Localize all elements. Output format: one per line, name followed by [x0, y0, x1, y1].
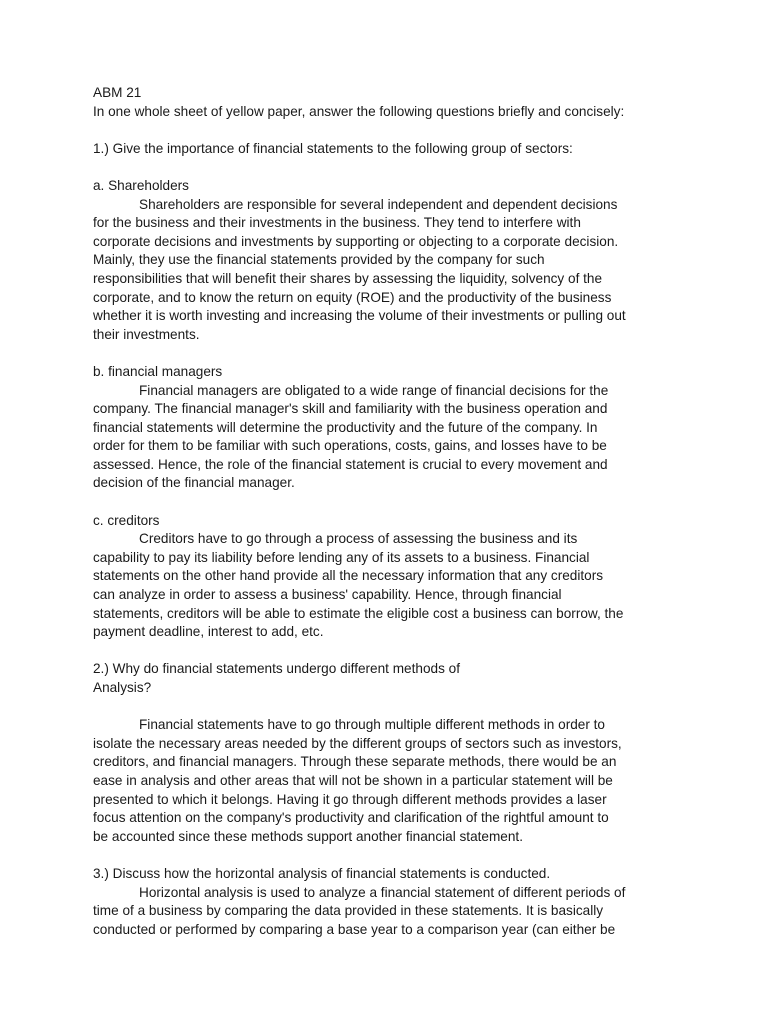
section-c-line: payment deadline, interest to add, etc.	[93, 624, 324, 640]
question-2: 2.) Why do financial statements undergo different methods of	[93, 661, 460, 677]
section-a-line: Mainly, they use the financial statements provided by the company for such	[93, 252, 545, 268]
spacer	[93, 158, 683, 177]
spacer	[93, 846, 683, 865]
section-b-line: company. The financial manager's skill and familiarity with the business operation and	[93, 401, 608, 417]
section-c-heading: c. creditors	[93, 512, 160, 528]
answer-2-line: focus attention on the company's productivity and clarification of the rightful amount to	[93, 810, 609, 826]
section-b-line: order for them to be familiar with such operations, costs, gains, and losses have to be	[93, 438, 607, 454]
section-a-line: whether it is worth investing and increasing the volume of their investments or pulling out	[93, 308, 626, 324]
spacer	[93, 642, 683, 661]
question-3: 3.) Discuss how the horizontal analysis of financial statements is conducted.	[93, 865, 551, 881]
answer-3-line: Horizontal analysis is used to analyze a financial statement of different periods of	[139, 884, 626, 900]
section-a-line: corporate decisions and investments by supporting or objecting to a corporate decision.	[93, 233, 619, 249]
section-a-line: corporate, and to know the return on equity (ROE) and the productivity of the business	[93, 289, 612, 305]
section-c-line: Creditors have to go through a process of assessing the business and its	[139, 531, 578, 547]
instructions: In one whole sheet of yellow paper, answer the following questions briefly and concisely:	[93, 103, 625, 119]
section-a-line: their investments.	[93, 326, 200, 342]
spacer	[93, 344, 683, 363]
section-b-line: financial statements will determine the productivity and the future of the company. In	[93, 419, 598, 435]
course-code: ABM 21	[93, 85, 142, 100]
answer-2-line: creditors, and financial managers. Through these separate methods, there would be an	[93, 754, 617, 770]
section-b-line: assessed. Hence, the role of the financial statement is crucial to every movement and	[93, 456, 608, 472]
answer-2-line: Financial statements have to go through multiple different methods in order to	[139, 717, 605, 733]
section-a-line: for the business and their investments in the business. They tend to interfere with	[93, 215, 581, 231]
section-b-line: decision of the financial manager.	[93, 475, 295, 491]
document-page	[93, 84, 683, 939]
answer-3-line: conducted or performed by comparing a base year to a comparison year (can either be	[93, 921, 616, 937]
spacer	[93, 493, 683, 512]
question-2-cont: Analysis?	[93, 680, 152, 695]
section-a-line: responsibilities that will benefit their shares by assessing the liquidity, solvency of the	[93, 270, 603, 286]
section-a-line: Shareholders are responsible for several independent and dependent decisions	[139, 196, 618, 212]
section-b-heading: b. financial managers	[93, 363, 223, 379]
question-1: 1.) Give the importance of financial statements to the following group of sectors:	[93, 140, 573, 156]
section-c-line: statements, creditors will be able to estimate the eligible cost a business can borrow, the	[93, 605, 624, 621]
answer-2-line: be accounted since these methods support another financial statement.	[93, 828, 523, 844]
section-b-line: Financial managers are obligated to a wide range of financial decisions for the	[139, 382, 609, 398]
spacer	[93, 698, 683, 717]
section-c-line: can analyze in order to assess a business' capability. Hence, through financial	[93, 587, 562, 603]
section-c-line: statements on the other hand provide all the necessary information that any creditors	[93, 568, 604, 584]
answer-3-line: time of a business by comparing the data provided in these statements. It is basically	[93, 903, 604, 919]
answer-2-line: ease in analysis and other areas that will not be shown in a particular statement will be	[93, 772, 613, 788]
spacer	[93, 121, 683, 140]
answer-2-line: presented to which it belongs. Having it go through different methods provides a laser	[93, 791, 607, 807]
answer-2-line: isolate the necessary areas needed by the different groups of sectors such as investors,	[93, 735, 622, 751]
section-a-heading: a. Shareholders	[93, 177, 189, 193]
section-c-line: capability to pay its liability before lending any of its assets to a business. Financial	[93, 549, 590, 565]
